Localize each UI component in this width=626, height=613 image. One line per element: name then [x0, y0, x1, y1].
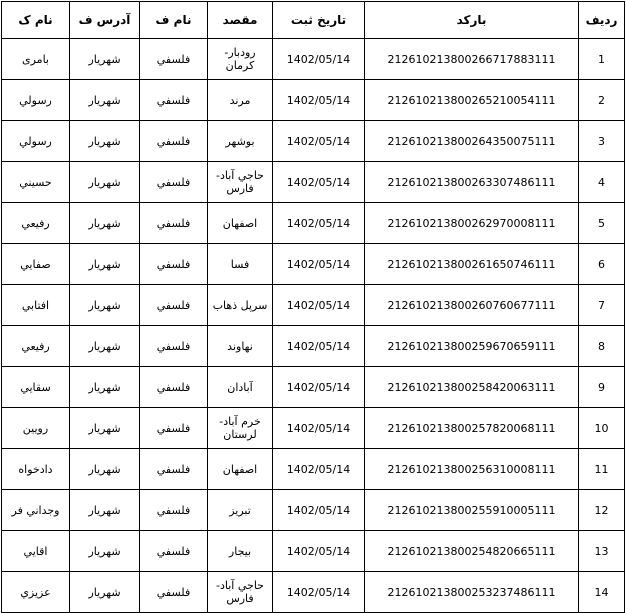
cell-destination: فسا — [208, 244, 273, 285]
cell-barcode: 212610213800253237486111 — [365, 572, 579, 613]
header-destination: مقصد — [208, 2, 273, 39]
header-address: آدرس ف — [70, 2, 140, 39]
cell-first-name: فلسفي — [140, 203, 208, 244]
cell-address: شهریار — [70, 367, 140, 408]
cell-last-name: حسیني — [2, 162, 70, 203]
cell-barcode: 212610213800262970008111 — [365, 203, 579, 244]
table-row — [2, 285, 625, 326]
cell-first-name: فلسفي — [140, 285, 208, 326]
cell-registration-date: 1402/05/14 — [273, 162, 365, 203]
cell-first-name: فلسفي — [140, 162, 208, 203]
cell-last-name: رسولي — [2, 121, 70, 162]
cell-address: شهریار — [70, 244, 140, 285]
cell-last-name: رفیعي — [2, 203, 70, 244]
cell-barcode: 212610213800260760677111 — [365, 285, 579, 326]
table-row — [2, 39, 625, 80]
cell-destination: آبادان — [208, 367, 273, 408]
cell-barcode: 212610213800263307486111 — [365, 162, 579, 203]
cell-barcode: 212610213800259670659111 — [365, 326, 579, 367]
cell-row-number: 4 — [579, 162, 625, 203]
cell-row-number: 7 — [579, 285, 625, 326]
cell-destination: نهاوند — [208, 326, 273, 367]
cell-first-name: فلسفي — [140, 572, 208, 613]
cell-first-name: فلسفي — [140, 490, 208, 531]
cell-destination: تبریز — [208, 490, 273, 531]
cell-barcode: 212610213800256310008111 — [365, 449, 579, 490]
header-registration-date: تاریخ ثبت — [273, 2, 365, 39]
shipment-table — [1, 1, 625, 613]
table-row — [2, 203, 625, 244]
cell-last-name: عزیزي — [2, 572, 70, 613]
cell-row-number: 1 — [579, 39, 625, 80]
cell-first-name: فلسفي — [140, 408, 208, 449]
cell-address: شهریار — [70, 326, 140, 367]
cell-registration-date: 1402/05/14 — [273, 39, 365, 80]
cell-address: شهریار — [70, 285, 140, 326]
header-last-name: نام ک — [2, 2, 70, 39]
cell-address: شهریار — [70, 490, 140, 531]
cell-barcode: 212610213800266717883111 — [365, 39, 579, 80]
cell-last-name: سقایي — [2, 367, 70, 408]
cell-registration-date: 1402/05/14 — [273, 531, 365, 572]
cell-first-name: فلسفي — [140, 121, 208, 162]
header-row-number: ردیف — [579, 2, 625, 39]
cell-registration-date: 1402/05/14 — [273, 80, 365, 121]
cell-row-number: 6 — [579, 244, 625, 285]
cell-destination: رودبار-کرمان — [208, 39, 273, 80]
cell-last-name: رویین — [2, 408, 70, 449]
cell-destination: خرم آباد- لرستان — [208, 408, 273, 449]
cell-address: شهریار — [70, 162, 140, 203]
cell-first-name: فلسفي — [140, 244, 208, 285]
table-header-row — [2, 2, 625, 39]
table-body — [2, 39, 625, 613]
cell-first-name: فلسفي — [140, 39, 208, 80]
cell-address: شهریار — [70, 572, 140, 613]
cell-row-number: 5 — [579, 203, 625, 244]
cell-destination: اصفهان — [208, 203, 273, 244]
cell-row-number: 3 — [579, 121, 625, 162]
cell-last-name: دادخواه — [2, 449, 70, 490]
table-row — [2, 80, 625, 121]
cell-registration-date: 1402/05/14 — [273, 326, 365, 367]
cell-registration-date: 1402/05/14 — [273, 490, 365, 531]
cell-barcode: 212610213800264350075111 — [365, 121, 579, 162]
cell-row-number: 14 — [579, 572, 625, 613]
cell-registration-date: 1402/05/14 — [273, 203, 365, 244]
cell-row-number: 10 — [579, 408, 625, 449]
cell-barcode: 212610213800265210054111 — [365, 80, 579, 121]
cell-registration-date: 1402/05/14 — [273, 449, 365, 490]
table-row — [2, 121, 625, 162]
cell-address: شهریار — [70, 39, 140, 80]
cell-first-name: فلسفي — [140, 80, 208, 121]
cell-last-name: وجداني فر — [2, 490, 70, 531]
cell-first-name: فلسفي — [140, 367, 208, 408]
cell-row-number: 8 — [579, 326, 625, 367]
cell-destination: بیجار — [208, 531, 273, 572]
cell-last-name: افتابي — [2, 285, 70, 326]
cell-address: شهریار — [70, 203, 140, 244]
cell-registration-date: 1402/05/14 — [273, 121, 365, 162]
cell-row-number: 13 — [579, 531, 625, 572]
cell-row-number: 9 — [579, 367, 625, 408]
table-row — [2, 162, 625, 203]
table-row — [2, 572, 625, 613]
cell-row-number: 2 — [579, 80, 625, 121]
cell-destination: سرپل ذهاب — [208, 285, 273, 326]
cell-row-number: 12 — [579, 490, 625, 531]
cell-destination: حاجي آباد- فارس — [208, 572, 273, 613]
table-row — [2, 408, 625, 449]
cell-destination: بوشهر — [208, 121, 273, 162]
cell-registration-date: 1402/05/14 — [273, 367, 365, 408]
cell-registration-date: 1402/05/14 — [273, 408, 365, 449]
cell-address: شهریار — [70, 449, 140, 490]
cell-address: شهریار — [70, 408, 140, 449]
header-barcode: بارکد — [365, 2, 579, 39]
table-row — [2, 531, 625, 572]
cell-registration-date: 1402/05/14 — [273, 285, 365, 326]
cell-address: شهریار — [70, 531, 140, 572]
cell-barcode: 212610213800254820665111 — [365, 531, 579, 572]
cell-destination: اصفهان — [208, 449, 273, 490]
table-row — [2, 367, 625, 408]
cell-first-name: فلسفي — [140, 449, 208, 490]
cell-barcode: 212610213800258420063111 — [365, 367, 579, 408]
cell-barcode: 212610213800257820068111 — [365, 408, 579, 449]
cell-barcode: 212610213800255910005111 — [365, 490, 579, 531]
cell-last-name: رسولي — [2, 80, 70, 121]
cell-last-name: بامری — [2, 39, 70, 80]
cell-barcode: 212610213800261650746111 — [365, 244, 579, 285]
cell-first-name: فلسفي — [140, 531, 208, 572]
table-row — [2, 326, 625, 367]
cell-registration-date: 1402/05/14 — [273, 572, 365, 613]
cell-first-name: فلسفي — [140, 326, 208, 367]
cell-registration-date: 1402/05/14 — [273, 244, 365, 285]
cell-last-name: صفایي — [2, 244, 70, 285]
cell-address: شهریار — [70, 121, 140, 162]
cell-address: شهریار — [70, 80, 140, 121]
header-first-name: نام ف — [140, 2, 208, 39]
cell-last-name: رفیعي — [2, 326, 70, 367]
cell-destination: مرند — [208, 80, 273, 121]
table-row — [2, 490, 625, 531]
table-row — [2, 244, 625, 285]
cell-row-number: 11 — [579, 449, 625, 490]
cell-last-name: اقایي — [2, 531, 70, 572]
cell-destination: حاجي آباد- فارس — [208, 162, 273, 203]
table-row — [2, 449, 625, 490]
